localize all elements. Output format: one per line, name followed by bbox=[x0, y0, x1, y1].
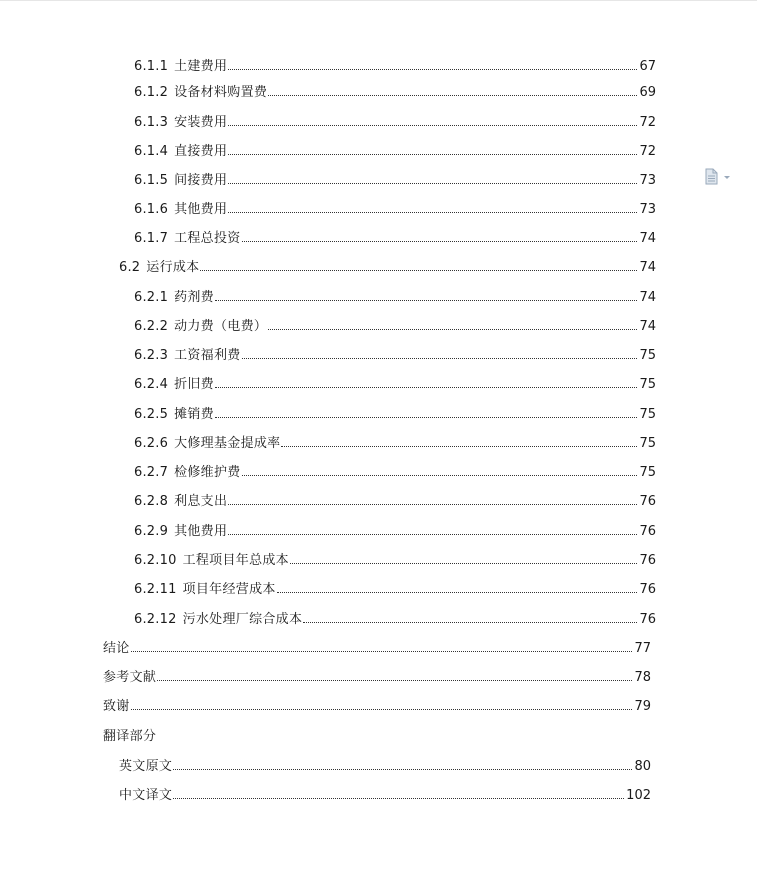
toc-entry-page: 77 bbox=[634, 641, 651, 656]
toc-entry[interactable] bbox=[134, 144, 656, 160]
toc-leader-dots bbox=[242, 474, 638, 476]
toc-entry-page: 72 bbox=[639, 115, 656, 130]
toc-entry-page: 72 bbox=[639, 144, 656, 159]
toc-entry-title: 翻译部分 bbox=[103, 729, 157, 744]
toc-entry-page: 73 bbox=[639, 202, 656, 217]
toc-entry-number: 6.2.1 bbox=[134, 290, 169, 305]
toc-leader-dots bbox=[215, 386, 637, 388]
toc-leader-dots bbox=[173, 797, 624, 799]
toc-entry[interactable] bbox=[134, 202, 656, 218]
toc-entry-title: 工程总投资 bbox=[174, 231, 241, 246]
toc-entry-page: 79 bbox=[634, 699, 651, 714]
toc-entry-page: 102 bbox=[626, 788, 651, 803]
toc-entry-page: 75 bbox=[639, 377, 656, 392]
toc-entry-number: 6.2.5 bbox=[134, 407, 169, 422]
toc-entry-title: 设备材料购置费 bbox=[174, 85, 268, 100]
toc-entry-number: 6.2.6 bbox=[134, 436, 169, 451]
toc-leader-dots bbox=[242, 357, 638, 359]
toc-entry-section[interactable] bbox=[119, 759, 651, 775]
toc-entry-page: 76 bbox=[639, 582, 656, 597]
toc-leader-dots bbox=[131, 650, 633, 652]
toc-entry[interactable] bbox=[134, 612, 656, 628]
toc-entry[interactable] bbox=[134, 377, 656, 393]
toc-entry-number: 6.1.2 bbox=[134, 85, 169, 100]
toc-entry-page: 78 bbox=[634, 670, 651, 685]
toc-entry-chapter[interactable] bbox=[103, 729, 156, 745]
toc-entry-number: 6.2 bbox=[119, 260, 141, 275]
toc-entry-page: 76 bbox=[639, 612, 656, 627]
toc-entry-title: 其他费用 bbox=[174, 524, 228, 539]
toc-entry-title: 其他费用 bbox=[174, 202, 228, 217]
toc-entry[interactable] bbox=[134, 85, 656, 101]
toc-entry[interactable] bbox=[134, 115, 656, 131]
toc-entry-title: 中文译文 bbox=[119, 788, 173, 803]
toc-entry-page: 74 bbox=[639, 231, 656, 246]
toc-entry-number: 6.2.12 bbox=[134, 612, 177, 627]
toc-entry-title: 土建费用 bbox=[174, 59, 228, 74]
toc-entry-number: 6.1.3 bbox=[134, 115, 169, 130]
toc-leader-dots bbox=[268, 94, 637, 96]
toc-leader-dots bbox=[228, 153, 637, 155]
toc-entry[interactable] bbox=[134, 494, 656, 510]
toc-leader-dots bbox=[228, 211, 637, 213]
toc-entry[interactable] bbox=[134, 407, 656, 423]
toc-entry-title: 项目年经营成本 bbox=[182, 582, 276, 597]
toc-leader-dots bbox=[215, 416, 637, 418]
toc-leader-dots bbox=[268, 328, 637, 330]
toc-entry[interactable] bbox=[134, 436, 656, 452]
toc-entry-number: 6.1.4 bbox=[134, 144, 169, 159]
toc-entry-page: 73 bbox=[639, 173, 656, 188]
toc-entry-number: 6.1.6 bbox=[134, 202, 169, 217]
toc-entry-title: 结论 bbox=[103, 641, 130, 656]
toc-leader-dots bbox=[228, 68, 637, 70]
toc-entry-page: 75 bbox=[639, 348, 656, 363]
toc-leader-dots bbox=[173, 768, 632, 770]
toc-entry-title: 致谢 bbox=[103, 699, 130, 714]
toc-entry[interactable] bbox=[134, 465, 656, 481]
toc-entry-page: 76 bbox=[639, 524, 656, 539]
toc-entry-chapter[interactable] bbox=[103, 670, 651, 686]
toc-entry-number: 6.1.7 bbox=[134, 231, 169, 246]
toc-entry[interactable] bbox=[134, 231, 656, 247]
toc-entry[interactable] bbox=[134, 582, 656, 598]
toc-entry-title: 间接费用 bbox=[174, 173, 228, 188]
toc-leader-dots bbox=[242, 240, 638, 242]
toc-entry-section[interactable] bbox=[119, 260, 656, 276]
toc-entry-number: 6.2.7 bbox=[134, 465, 169, 480]
toc-entry-title: 工资福利费 bbox=[174, 348, 241, 363]
toc-entry[interactable] bbox=[134, 319, 656, 335]
toc-entry-title: 大修理基金提成率 bbox=[174, 436, 281, 451]
toc-entry-title: 英文原文 bbox=[119, 759, 173, 774]
toc-entry-title: 检修维护费 bbox=[174, 465, 241, 480]
toc-leader-dots bbox=[131, 708, 633, 710]
toc-leader-dots bbox=[277, 591, 638, 593]
toc-leader-dots bbox=[228, 533, 637, 535]
toc-entry[interactable] bbox=[134, 553, 656, 569]
toc-entry-section[interactable] bbox=[119, 788, 651, 804]
toc-entry-page: 69 bbox=[639, 85, 656, 100]
toc-leader-dots bbox=[228, 503, 637, 505]
toc-entry-page: 74 bbox=[639, 260, 656, 275]
toc-entry-number: 6.2.8 bbox=[134, 494, 169, 509]
toc-entry-chapter[interactable] bbox=[103, 699, 651, 715]
toc-entry-number: 6.1.1 bbox=[134, 59, 169, 74]
toc-leader-dots bbox=[290, 562, 637, 564]
toc-entry-title: 安装费用 bbox=[174, 115, 228, 130]
toc-entry-title: 折旧费 bbox=[174, 377, 214, 392]
toc-entry-chapter[interactable] bbox=[103, 641, 651, 657]
toc-entry-page: 76 bbox=[639, 553, 656, 568]
toc-entry[interactable] bbox=[134, 348, 656, 364]
toc-entry-title: 工程项目年总成本 bbox=[182, 553, 289, 568]
toc-leader-dots bbox=[215, 299, 637, 301]
toc-entry-page: 76 bbox=[639, 494, 656, 509]
toc-entry[interactable] bbox=[134, 290, 656, 306]
toc-entry-number: 6.2.9 bbox=[134, 524, 169, 539]
toc-entry-number: 6.2.11 bbox=[134, 582, 177, 597]
toc-entry-title: 动力费（电费） bbox=[174, 319, 268, 334]
toc-leader-dots bbox=[228, 182, 637, 184]
toc-entry-number: 6.2.2 bbox=[134, 319, 169, 334]
toc-entry-title: 直接费用 bbox=[174, 144, 228, 159]
toc-entry-page: 75 bbox=[639, 436, 656, 451]
toc-entry-number: 6.2.10 bbox=[134, 553, 177, 568]
toc-entry[interactable] bbox=[134, 173, 656, 189]
toc-entry[interactable] bbox=[134, 59, 656, 75]
toc-entry-title: 参考文献 bbox=[103, 670, 157, 685]
toc-entry-title: 药剂费 bbox=[174, 290, 214, 305]
toc-entry-number: 6.1.5 bbox=[134, 173, 169, 188]
toc-entry-number: 6.2.3 bbox=[134, 348, 169, 363]
toc-leader-dots bbox=[200, 269, 637, 271]
toc-entry-page: 67 bbox=[639, 59, 656, 74]
toc-entry-page: 74 bbox=[639, 290, 656, 305]
toc-leader-dots bbox=[157, 679, 632, 681]
toc-entry-page: 75 bbox=[639, 407, 656, 422]
toc-leader-dots bbox=[281, 445, 637, 447]
toc-entry-title: 运行成本 bbox=[146, 260, 200, 275]
toc-entry-page: 80 bbox=[634, 759, 651, 774]
document-dropdown-icon[interactable] bbox=[704, 168, 732, 186]
toc-entry-title: 污水处理厂综合成本 bbox=[182, 612, 303, 627]
toc-entry-number: 6.2.4 bbox=[134, 377, 169, 392]
toc-entry-title: 摊销费 bbox=[174, 407, 214, 422]
toc-entry-page: 74 bbox=[639, 319, 656, 334]
toc-leader-dots bbox=[228, 124, 637, 126]
toc-leader-dots bbox=[303, 621, 637, 623]
toc-entry-title: 利息支出 bbox=[174, 494, 228, 509]
toc-entry[interactable] bbox=[134, 524, 656, 540]
toc-entry-page: 75 bbox=[639, 465, 656, 480]
